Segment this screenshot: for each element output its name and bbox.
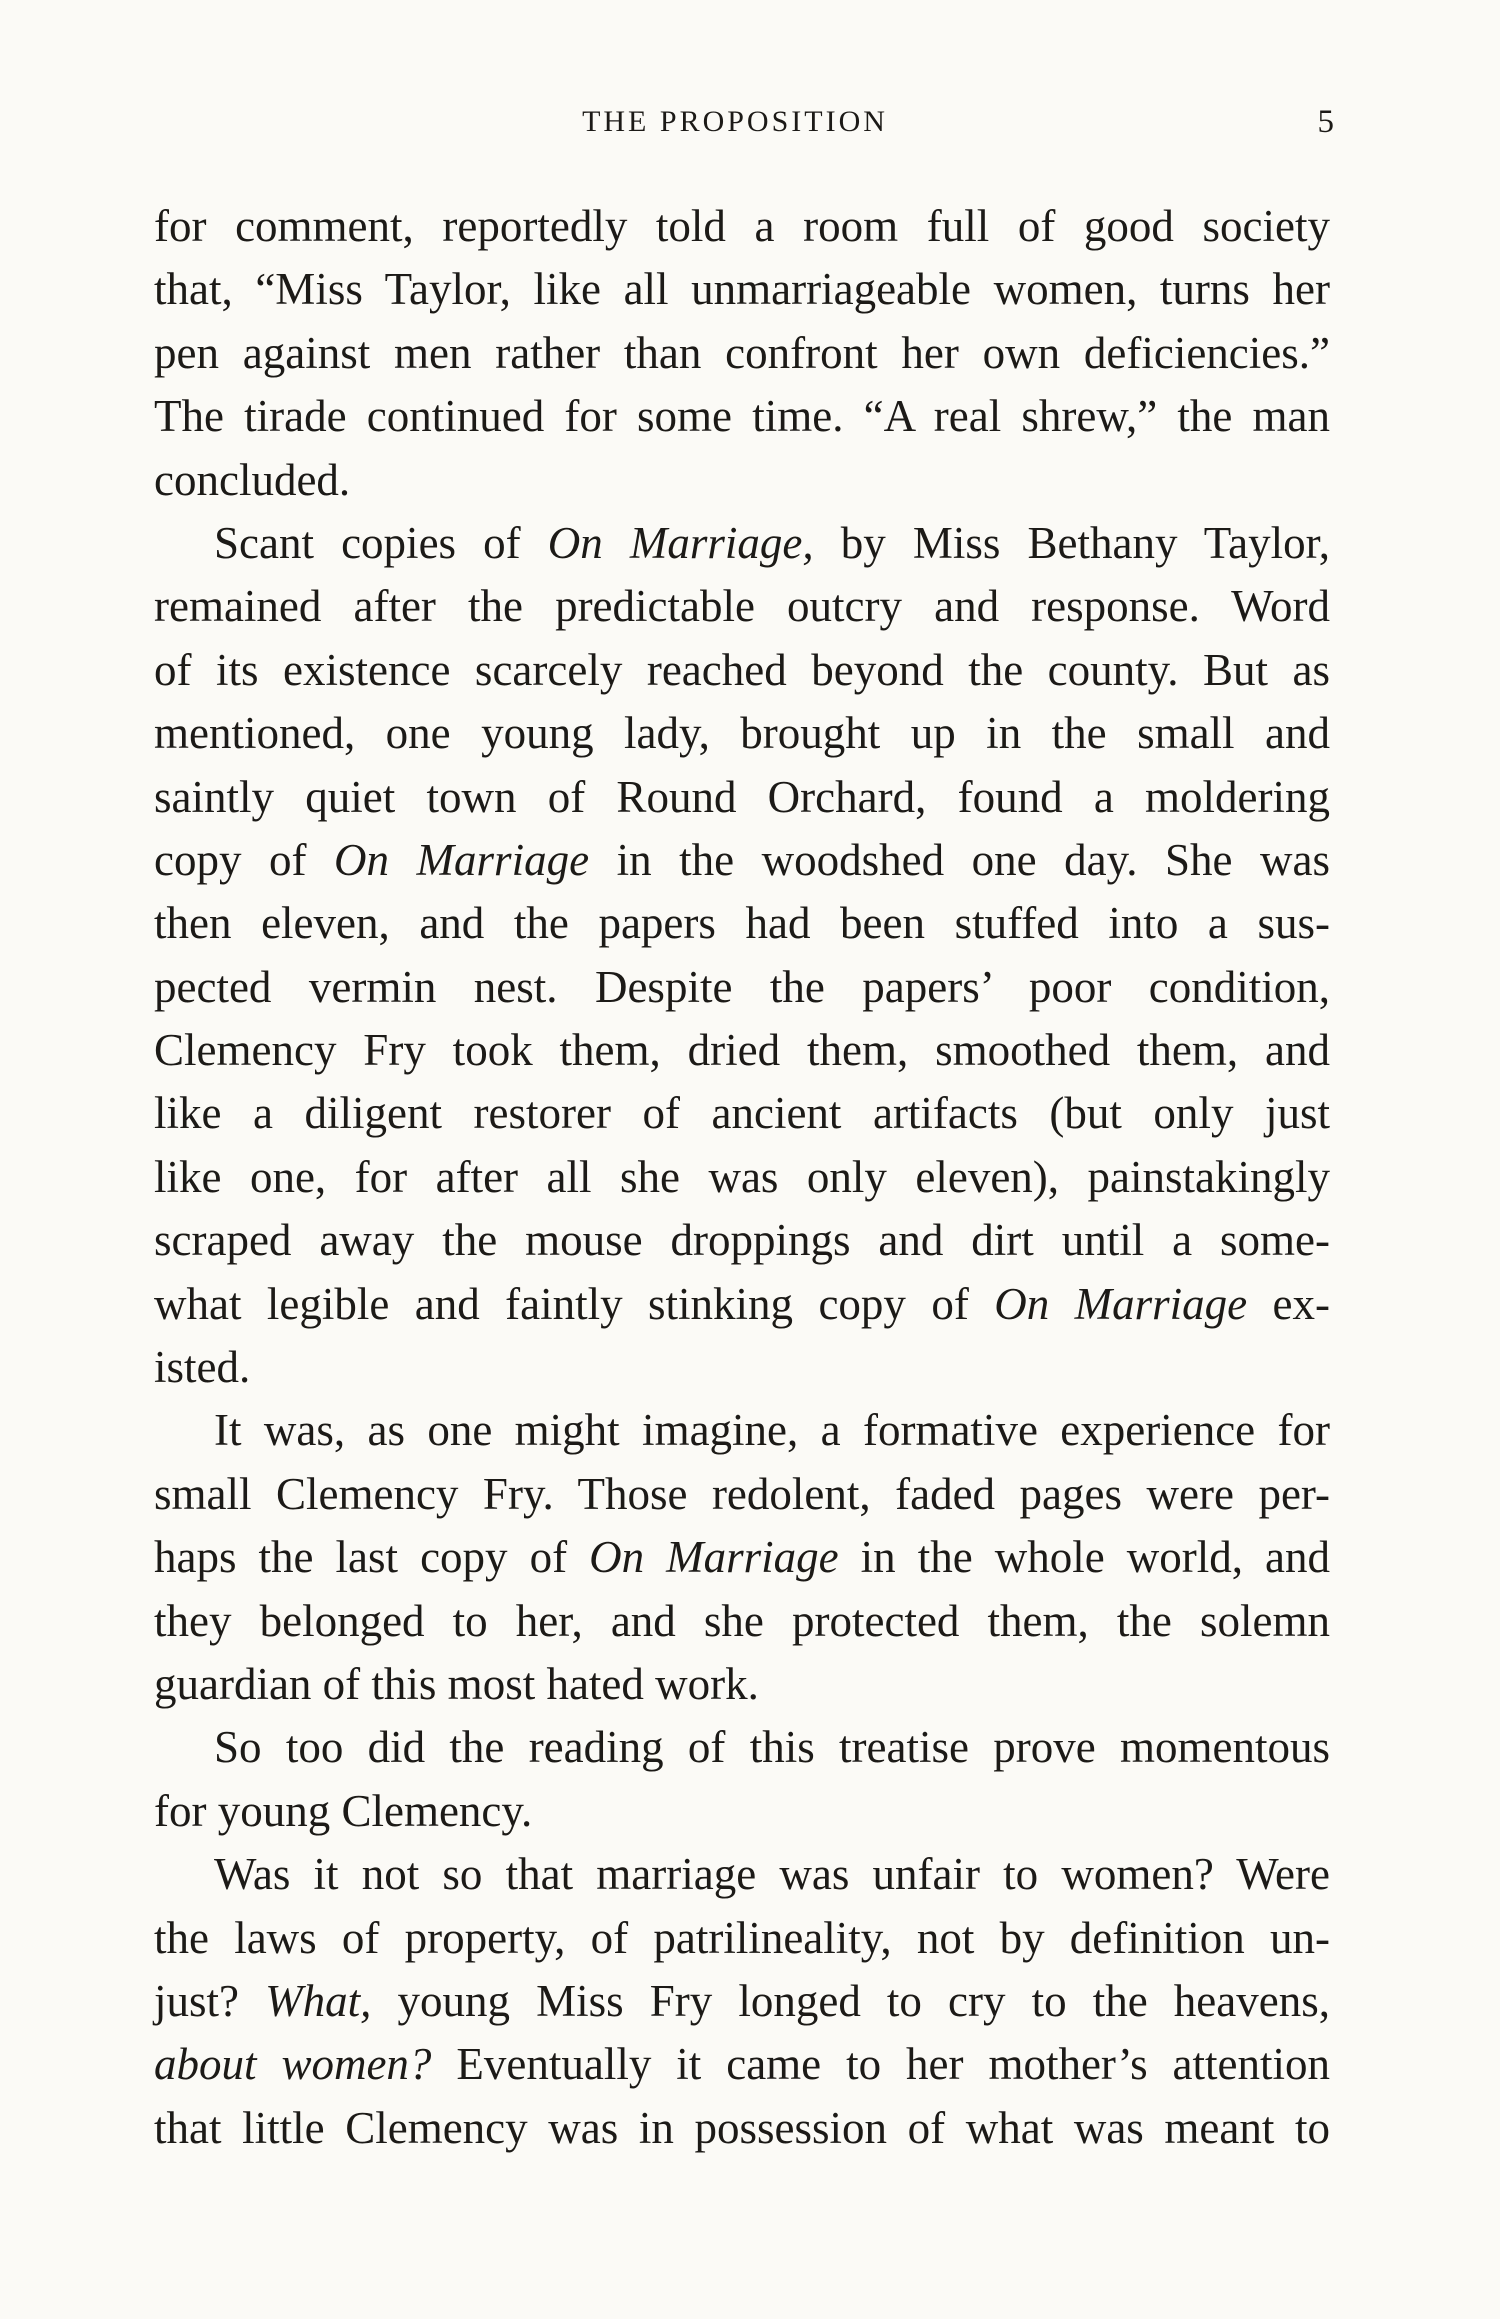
text-line (154, 892, 1330, 955)
text-run: mentioned, one young lady, brought up in the small and (154, 708, 1330, 759)
text-run: in the whole world, and (838, 1532, 1330, 1583)
running-title: THE PROPOSITION (582, 105, 888, 138)
text-run: small Clemency Fry. Those redolent, faded pages were per- (154, 1468, 1330, 1519)
text-line (154, 1526, 1330, 1589)
text-run: the laws of property, of patrilineality, not by definition un- (154, 1912, 1330, 1963)
text-run: that, “Miss Taylor, like all unmarriageable women, turns her (154, 264, 1330, 315)
text-run: isted. (154, 1342, 251, 1393)
text-line (154, 258, 1330, 321)
text-run: guardian of this most hated work. (154, 1658, 759, 1709)
text-run: by Miss Bethany Taylor, (813, 517, 1331, 568)
paragraph-start-line (154, 1399, 1330, 1462)
text-run: what legible and faintly stinking copy of (154, 1278, 995, 1329)
text-line (154, 702, 1330, 765)
text-run: Scant copies of (214, 517, 548, 568)
text-run: just? (154, 1975, 266, 2026)
text-run: they belonged to her, and she protected them, the solemn (154, 1595, 1330, 1646)
text-run: like a diligent restorer of ancient artifacts (but only just (154, 1088, 1330, 1139)
text-line (154, 575, 1330, 638)
running-header (0, 96, 1500, 148)
text-run: like one, for after all she was only eleven), painstakingly (154, 1151, 1330, 1202)
text-line (154, 639, 1330, 702)
text-run: pected vermin nest. Despite the papers’ poor condition, (154, 961, 1330, 1012)
text-run: Eventually it came to her mother’s attention (431, 2039, 1330, 2090)
text-run: that little Clemency was in possession of what was meant to (154, 2102, 1330, 2153)
text-run: young Miss Fry longed to cry to the heavens, (371, 1975, 1330, 2026)
text-run: ex- (1247, 1278, 1331, 1329)
text-line (154, 766, 1330, 829)
italic-text: On Marriage (334, 834, 590, 885)
text-run: then eleven, and the papers had been stuffed into a sus- (154, 898, 1330, 949)
text-line (154, 322, 1330, 385)
text-line (154, 956, 1330, 1019)
text-run: pen against men rather than confront her own deficiencies.” (154, 327, 1330, 378)
text-line (154, 1970, 1330, 2033)
text-line (154, 829, 1330, 892)
text-run: It was, as one might imagine, a formative experience for (214, 1405, 1330, 1456)
body-text (154, 195, 1330, 2160)
text-line (154, 1146, 1330, 1209)
text-run: The tirade continued for some time. “A real shrew,” the man (154, 391, 1330, 442)
text-line (154, 1082, 1330, 1145)
paragraph-start-line (154, 1843, 1330, 1906)
text-run: concluded. (154, 454, 351, 505)
italic-text: about women? (154, 2039, 432, 2090)
italic-text: What, (265, 1975, 372, 2026)
text-line (154, 1780, 1330, 1843)
text-line (154, 1336, 1330, 1399)
text-run: haps the last copy of (154, 1532, 590, 1583)
text-line (154, 449, 1330, 512)
text-line (154, 2033, 1330, 2096)
text-line (154, 1209, 1330, 1272)
text-run: Was it not so that marriage was unfair to women? Were (214, 1849, 1330, 1900)
page-number: 5 (1317, 104, 1334, 140)
text-line (154, 1590, 1330, 1653)
text-run: for comment, reportedly told a room full of good society (154, 201, 1330, 251)
text-line (154, 1019, 1330, 1082)
text-run: in the woodshed one day. She was (589, 834, 1331, 885)
text-run: saintly quiet town of Round Orchard, found a moldering (154, 771, 1330, 822)
italic-text: On Marriage, (547, 517, 814, 568)
italic-text: On Marriage (994, 1278, 1248, 1329)
text-run: scraped away the mouse droppings and dirt until a some- (154, 1215, 1330, 1266)
text-line (154, 1907, 1330, 1970)
text-line (154, 1273, 1330, 1336)
italic-text: On Marriage (589, 1532, 839, 1583)
text-run: remained after the predictable outcry and response. Word (154, 581, 1330, 632)
text-line (154, 385, 1330, 448)
paragraph-start-line (154, 512, 1330, 575)
text-run: for young Clemency. (154, 1785, 533, 1836)
text-run: of its existence scarcely reached beyond the county. But as (154, 644, 1330, 695)
text-run: Clemency Fry took them, dried them, smoothed them, and (154, 1025, 1330, 1076)
text-line (154, 1463, 1330, 1526)
text-line (154, 1653, 1330, 1716)
text-line (154, 2097, 1330, 2160)
paragraph-start-line (154, 1716, 1330, 1779)
text-run: copy of (154, 834, 335, 885)
text-run: So too did the reading of this treatise prove momentous (214, 1722, 1330, 1773)
text-line (154, 195, 1330, 258)
